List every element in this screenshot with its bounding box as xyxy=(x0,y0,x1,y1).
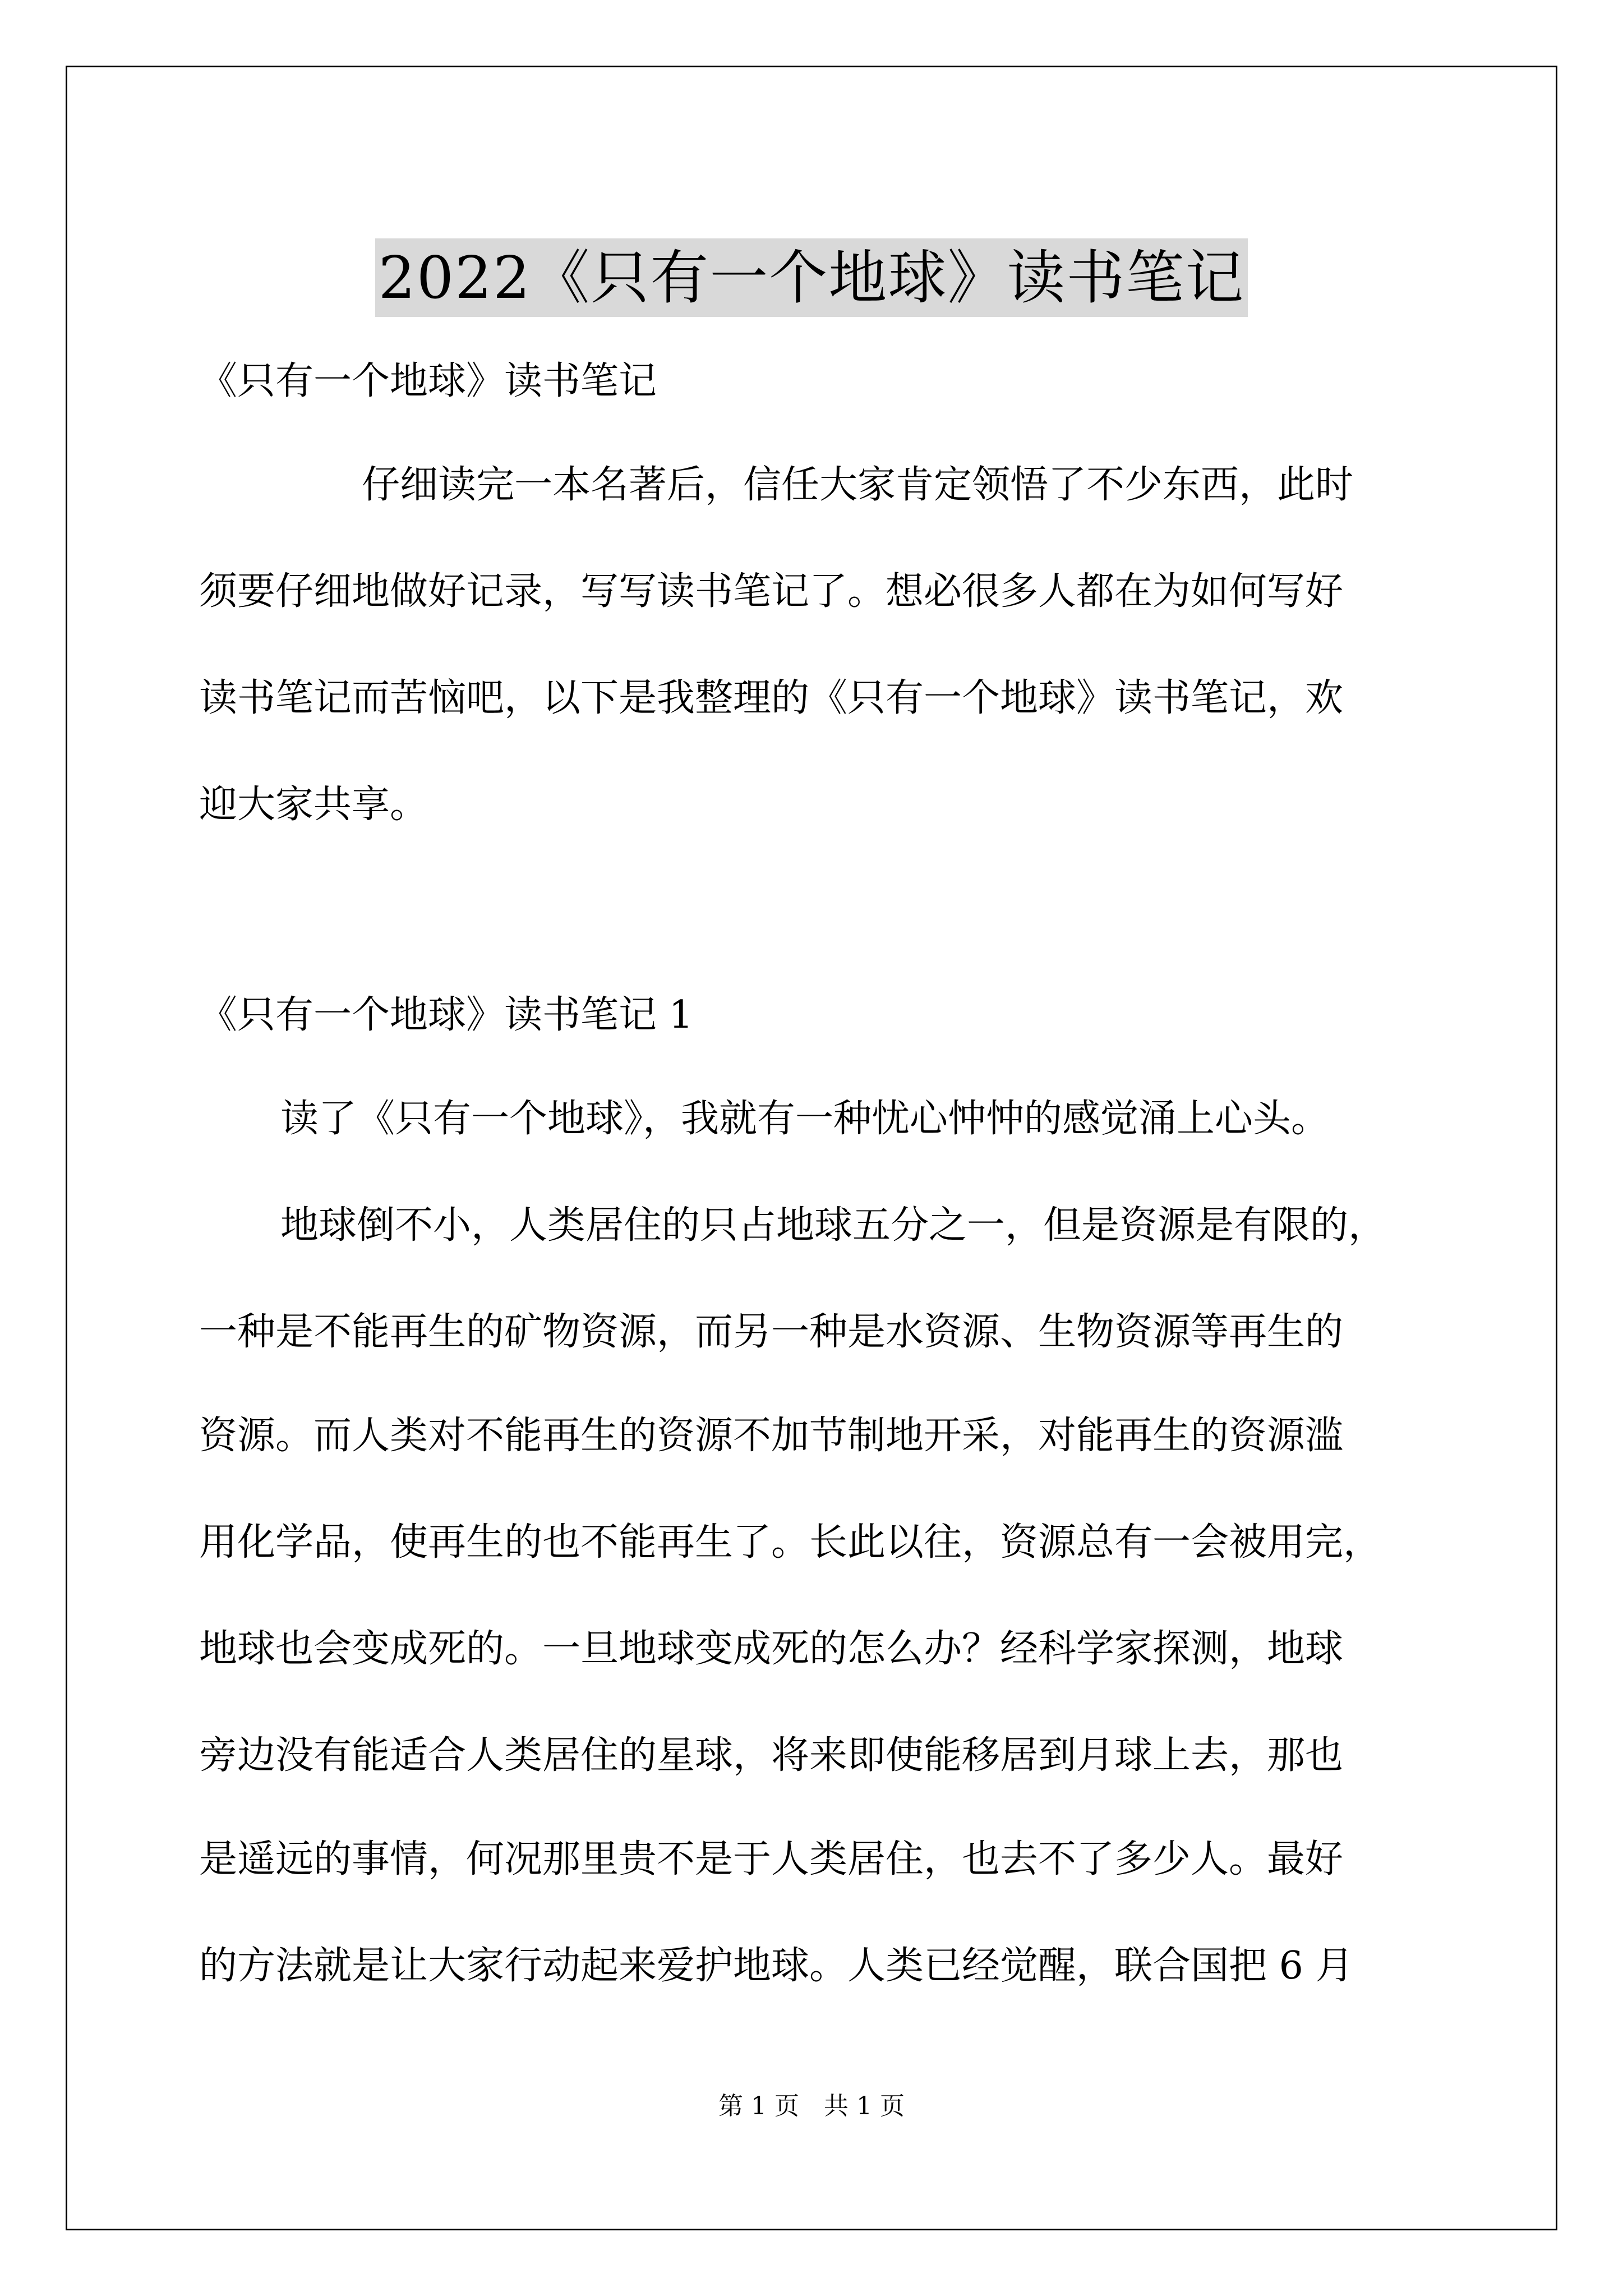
intro-line: 仔细读完一本名著后，信任大家肯定领悟了不少东西，此时 xyxy=(362,463,1354,507)
page-footer: 第 1 页 共 1 页 xyxy=(718,2092,905,2120)
section-heading: 《只有一个地球》读书笔记 1 xyxy=(199,993,693,1037)
document-title: 2022《只有一个地球》读书笔记 xyxy=(375,238,1248,317)
intro-line: 读书笔记而苦恼吧，以下是我整理的《只有一个地球》读书笔记，欢 xyxy=(199,676,1344,720)
paragraph-line: 是遥远的事情，何况那里贵不是于人类居住，也去不了多少人。最好 xyxy=(199,1837,1344,1881)
paragraph-line: 资源。而人类对不能再生的资源不加节制地开采，对能再生的资源滥 xyxy=(199,1414,1344,1458)
paragraph-line: 旁边没有能适合人类居住的星球，将来即使能移居到月球上去，那也 xyxy=(199,1733,1344,1778)
paragraph-line: 地球也会变成死的。一旦地球变成死的怎么办？经科学家探测，地球 xyxy=(199,1627,1344,1671)
main-heading: 《只有一个地球》读书笔记 xyxy=(199,359,657,403)
intro-line: 迎大家共享。 xyxy=(199,783,428,827)
paragraph-line: 用化学品，使再生的也不能再生了。长此以往，资源总有一会被用完， xyxy=(199,1520,1382,1565)
paragraph-line: 读了《只有一个地球》，我就有一种忧心忡忡的感觉涌上心头。 xyxy=(280,1097,1330,1141)
paragraph-line: 的方法就是让大家行动起来爱护地球。人类已经觉醒，联合国把 6 月 xyxy=(199,1944,1354,1988)
paragraph-line: 一种是不能再生的矿物资源，而另一种是水资源、生物资源等再生的 xyxy=(199,1310,1344,1354)
intro-line: 须要仔细地做好记录，写写读书笔记了。想必很多人都在为如何写好 xyxy=(199,569,1344,614)
paragraph-line: 地球倒不小，人类居住的只占地球五分之一，但是资源是有限的， xyxy=(280,1203,1387,1248)
title-container xyxy=(0,199,1623,356)
